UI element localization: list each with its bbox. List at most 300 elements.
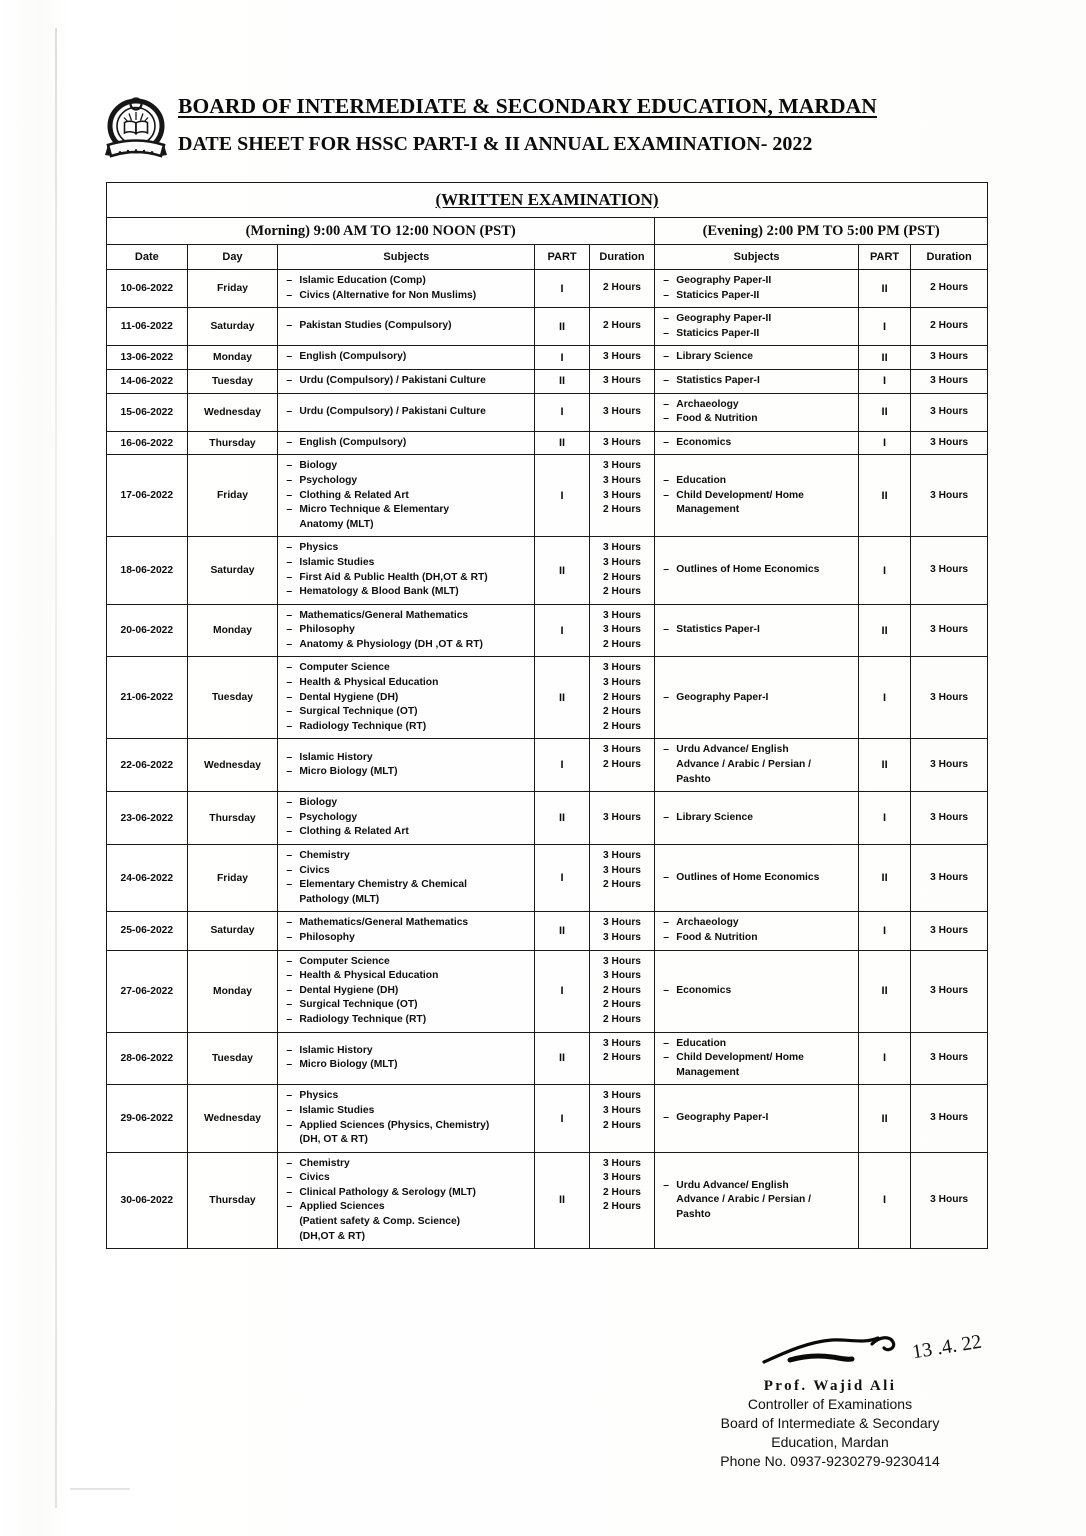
duration-value: 2 Hours — [603, 691, 641, 703]
subject-list — [663, 811, 852, 826]
subject-list — [286, 350, 528, 365]
subject-item: – Civics — [286, 864, 528, 879]
cell-day: Monday — [187, 604, 278, 657]
morning-session-header: (Morning) 9:00 AM TO 12:00 NOON (PST) — [107, 218, 655, 245]
cell-part-morning: I — [535, 393, 589, 431]
table-row — [107, 369, 988, 393]
cell-day: Thursday — [187, 1152, 278, 1249]
duration-stack — [911, 315, 987, 338]
duration-stack — [911, 432, 987, 455]
subject-item-continuation: Pashto — [676, 773, 711, 785]
duration-value: 3 Hours — [603, 436, 641, 448]
cell-part-morning: II — [535, 431, 589, 455]
subject-item-continuation: (DH, OT & RT) — [299, 1134, 368, 1146]
subject-list — [286, 849, 528, 907]
duration-stack — [590, 432, 655, 455]
cell-part-evening: I — [858, 657, 910, 739]
cell-part-morning: I — [535, 845, 589, 912]
subject-list — [286, 1157, 528, 1245]
cell-date: 11-06-2022 — [107, 308, 188, 346]
cell-subjects-evening — [655, 739, 859, 792]
subject-item: – Islamic Education (Comp) — [286, 274, 528, 289]
table-row — [107, 270, 988, 308]
subject-item: – Islamic History — [286, 1044, 528, 1059]
cell-subjects-evening — [655, 950, 859, 1032]
duration-stack — [590, 912, 655, 949]
cell-date: 23-06-2022 — [107, 792, 188, 845]
duration-value: 2 Hours — [603, 1186, 641, 1198]
datesheet-table-container — [106, 182, 988, 1249]
cell-duration-evening — [911, 270, 988, 308]
cell-duration-evening — [911, 431, 988, 455]
session-row — [107, 218, 988, 245]
subject-item: – Food & Nutrition — [663, 412, 852, 427]
duration-value: 3 Hours — [603, 677, 641, 689]
subject-list — [663, 984, 852, 999]
duration-stack — [590, 951, 655, 1032]
duration-value: 3 Hours — [603, 624, 641, 636]
table-row — [107, 308, 988, 346]
duration-value: 3 Hours — [930, 1112, 969, 1124]
duration-stack — [590, 1033, 655, 1070]
subject-item: – Applied Sciences (Physics, Chemistry) (DH, OT & RT) — [286, 1119, 528, 1148]
cell-duration-morning — [589, 346, 655, 370]
duration-stack — [911, 867, 987, 890]
duration-value: 2 Hours — [603, 1201, 641, 1213]
duration-value: 3 Hours — [930, 691, 969, 703]
subject-list — [663, 374, 852, 389]
cell-day: Saturday — [187, 537, 278, 604]
subject-list — [663, 563, 852, 578]
table-row — [107, 739, 988, 792]
subject-item: – Chemistry — [286, 1157, 528, 1172]
duration-stack — [911, 485, 987, 508]
duration-stack — [590, 1085, 655, 1137]
cell-subjects-morning — [278, 657, 535, 739]
cell-part-morning: I — [535, 455, 589, 537]
cell-duration-evening — [911, 1032, 988, 1085]
subject-item: – Micro Biology (MLT) — [286, 1058, 528, 1073]
cell-part-evening: I — [858, 308, 910, 346]
col-subjects-evening: Subjects — [655, 245, 859, 270]
cell-duration-evening — [911, 393, 988, 431]
duration-stack — [911, 687, 987, 710]
duration-value: 3 Hours — [930, 871, 969, 883]
cell-date: 17-06-2022 — [107, 455, 188, 537]
subject-list — [286, 405, 528, 420]
duration-stack — [911, 1107, 987, 1130]
cell-part-evening: I — [858, 369, 910, 393]
cell-part-morning: II — [535, 1152, 589, 1249]
col-duration-morning: Duration — [589, 245, 655, 270]
duration-stack — [911, 980, 987, 1003]
duration-stack — [590, 605, 655, 657]
duration-value: 3 Hours — [930, 564, 969, 576]
subject-list — [286, 1089, 528, 1147]
cell-duration-evening — [911, 845, 988, 912]
subject-list — [663, 398, 852, 427]
cell-subjects-morning — [278, 393, 535, 431]
subject-item: – Micro Technique & Elementary Anatomy (MLT) — [286, 503, 528, 532]
duration-value: 3 Hours — [603, 474, 641, 486]
duration-stack — [911, 1189, 987, 1212]
cell-part-morning: II — [535, 369, 589, 393]
duration-stack — [590, 277, 655, 300]
cell-subjects-morning — [278, 950, 535, 1032]
duration-stack — [911, 277, 987, 300]
col-subjects-morning: Subjects — [278, 245, 535, 270]
cell-part-evening: II — [858, 393, 910, 431]
subject-item: – Urdu Advance/ English Advance / Arabic / Persian / Pashto — [663, 743, 852, 787]
cell-subjects-evening — [655, 912, 859, 950]
subject-list — [663, 474, 852, 518]
subject-item: – Micro Biology (MLT) — [286, 765, 528, 780]
subject-item: – Urdu Advance/ English Advance / Arabic / Persian / Pashto — [663, 1179, 852, 1223]
duration-stack — [590, 807, 655, 830]
subject-list — [663, 871, 852, 886]
subject-item: – Geography Paper-II — [663, 274, 852, 289]
cell-day: Wednesday — [187, 739, 278, 792]
cell-part-morning: II — [535, 792, 589, 845]
subject-list — [286, 541, 528, 599]
subject-item: – Statistics Paper-I — [663, 623, 852, 638]
subject-item: – Health & Physical Education — [286, 969, 528, 984]
subject-item: – Statistics Paper-I — [663, 374, 852, 389]
duration-value: 2 Hours — [603, 504, 641, 516]
subject-list — [286, 796, 528, 840]
cell-date: 14-06-2022 — [107, 369, 188, 393]
cell-subjects-morning — [278, 1085, 535, 1152]
cell-duration-morning — [589, 393, 655, 431]
cell-subjects-morning — [278, 308, 535, 346]
duration-value: 3 Hours — [603, 556, 641, 568]
cell-part-evening: II — [858, 950, 910, 1032]
subject-item: – Mathematics/General Mathematics — [286, 609, 528, 624]
cell-day: Monday — [187, 950, 278, 1032]
subject-item: – Physics — [286, 1089, 528, 1104]
cell-subjects-evening — [655, 308, 859, 346]
cell-duration-evening — [911, 1152, 988, 1249]
subject-list — [286, 751, 528, 780]
signatory-designation: Controller of Examinations — [747, 1396, 913, 1412]
cell-day: Saturday — [187, 308, 278, 346]
duration-value: 2 Hours — [930, 320, 969, 332]
cell-subjects-morning — [278, 1032, 535, 1085]
subject-item: – Biology — [286, 796, 528, 811]
cell-day: Thursday — [187, 431, 278, 455]
evening-session-header: (Evening) 2:00 PM TO 5:00 PM (PST) — [655, 218, 988, 245]
subject-item: – Geography Paper-I — [663, 1111, 852, 1126]
subject-item: – Staticics Paper-II — [663, 327, 852, 342]
duration-value: 2 Hours — [603, 984, 641, 996]
cell-subjects-morning — [278, 455, 535, 537]
cell-day: Friday — [187, 845, 278, 912]
board-name-line1: Board of Intermediate & Secondary — [720, 1415, 940, 1431]
table-row — [107, 912, 988, 950]
table-row — [107, 657, 988, 739]
page-title: DATE SHEET FOR HSSC PART-I & II ANNUAL EXAMINATION- 2022 — [178, 133, 813, 155]
subject-list — [663, 916, 852, 945]
cell-duration-morning — [589, 455, 655, 537]
duration-stack — [590, 315, 655, 338]
subject-item: – English (Compulsory) — [286, 350, 528, 365]
cell-part-morning: II — [535, 1032, 589, 1085]
table-row — [107, 604, 988, 657]
duration-stack — [590, 401, 655, 424]
cell-day: Friday — [187, 455, 278, 537]
duration-stack — [590, 455, 655, 521]
subject-item-continuation: Pashto — [676, 1208, 711, 1220]
cell-subjects-evening — [655, 1032, 859, 1085]
subject-item: – Outlines of Home Economics — [663, 563, 852, 578]
cell-part-morning: I — [535, 346, 589, 370]
cell-duration-evening — [911, 455, 988, 537]
cell-duration-morning — [589, 792, 655, 845]
cell-part-morning: I — [535, 950, 589, 1032]
subject-item: – Mathematics/General Mathematics — [286, 916, 528, 931]
cell-duration-morning — [589, 1085, 655, 1152]
subject-item: – Psychology — [286, 474, 528, 489]
duration-value: 2 Hours — [603, 999, 641, 1011]
subject-item: – Urdu (Compulsory) / Pakistani Culture — [286, 405, 528, 420]
cell-subjects-morning — [278, 845, 535, 912]
subject-list — [663, 1111, 852, 1126]
cell-part-evening: II — [858, 455, 910, 537]
subject-item: – Dental Hygiene (DH) — [286, 984, 528, 999]
subject-item: – Health & Physical Education — [286, 676, 528, 691]
duration-value: 3 Hours — [603, 489, 641, 501]
subject-item: – First Aid & Public Health (DH,OT & RT) — [286, 571, 528, 586]
cell-subjects-evening — [655, 657, 859, 739]
board-name-line2: Education, Mardan — [771, 1434, 889, 1450]
subject-item: – Pakistan Studies (Compulsory) — [286, 319, 528, 334]
subject-list — [286, 374, 528, 389]
cell-part-evening: II — [858, 270, 910, 308]
subject-item: – Surgical Technique (OT) — [286, 998, 528, 1013]
col-part-evening: PART — [858, 245, 910, 270]
duration-value: 3 Hours — [603, 864, 641, 876]
subject-item: – Library Science — [663, 811, 852, 826]
cell-duration-morning — [589, 431, 655, 455]
duration-stack — [911, 754, 987, 777]
cell-duration-evening — [911, 950, 988, 1032]
table-row — [107, 393, 988, 431]
col-duration-evening: Duration — [911, 245, 988, 270]
cell-duration-evening — [911, 346, 988, 370]
cell-duration-evening — [911, 604, 988, 657]
cell-duration-evening — [911, 912, 988, 950]
duration-value: 3 Hours — [603, 1090, 641, 1102]
cell-date: 20-06-2022 — [107, 604, 188, 657]
subject-list — [663, 1179, 852, 1223]
cell-day: Thursday — [187, 792, 278, 845]
cell-part-morning: II — [535, 537, 589, 604]
subject-item-continuation: Management — [676, 1066, 740, 1078]
cell-date: 18-06-2022 — [107, 537, 188, 604]
cell-part-morning: I — [535, 604, 589, 657]
cell-duration-morning — [589, 1032, 655, 1085]
subject-list — [286, 459, 528, 532]
cell-date: 22-06-2022 — [107, 739, 188, 792]
duration-stack — [911, 920, 987, 943]
datesheet-rows — [107, 270, 988, 1249]
subject-item: – Staticics Paper-II — [663, 289, 852, 304]
cell-day: Wednesday — [187, 393, 278, 431]
duration-value: 2 Hours — [603, 759, 641, 771]
cell-date: 16-06-2022 — [107, 431, 188, 455]
duration-stack — [590, 1153, 655, 1219]
subject-item: – Islamic History — [286, 751, 528, 766]
duration-value: 3 Hours — [603, 662, 641, 674]
duration-value: 3 Hours — [930, 924, 969, 936]
subject-item: – English (Compulsory) — [286, 436, 528, 451]
cell-duration-evening — [911, 308, 988, 346]
subject-list — [663, 1037, 852, 1081]
subject-item: – Outlines of Home Economics — [663, 871, 852, 886]
duration-stack — [590, 537, 655, 603]
subject-item: – Radiology Technique (RT) — [286, 1013, 528, 1028]
cell-part-evening: I — [858, 431, 910, 455]
cell-subjects-evening — [655, 393, 859, 431]
duration-value: 2 Hours — [603, 282, 641, 294]
cell-duration-evening — [911, 369, 988, 393]
cell-subjects-evening — [655, 537, 859, 604]
duration-stack — [590, 346, 655, 369]
duration-stack — [911, 619, 987, 642]
cell-part-evening: II — [858, 604, 910, 657]
duration-stack — [911, 1047, 987, 1070]
scan-artifact-mark — [70, 1488, 130, 1490]
table-row — [107, 346, 988, 370]
duration-stack — [590, 845, 655, 897]
subject-list — [663, 436, 852, 451]
duration-stack — [911, 401, 987, 424]
table-row — [107, 537, 988, 604]
cell-day: Friday — [187, 270, 278, 308]
cell-subjects-morning — [278, 912, 535, 950]
cell-part-morning: I — [535, 1085, 589, 1152]
duration-value: 3 Hours — [603, 374, 641, 386]
subject-item: – Surgical Technique (OT) — [286, 705, 528, 720]
subject-item-continuation: Pathology (MLT) — [299, 893, 380, 905]
duration-value: 3 Hours — [930, 984, 969, 996]
scan-artifact-line — [55, 28, 57, 1508]
contact-phone: Phone No. 0937-9230279-9230414 — [720, 1453, 940, 1469]
table-row — [107, 1085, 988, 1152]
document-header — [100, 92, 990, 182]
duration-value: 3 Hours — [930, 811, 969, 823]
signatory-name: Prof. Wajid Ali — [763, 1378, 897, 1394]
subject-list — [286, 274, 528, 303]
subject-item: – Philosophy — [286, 623, 528, 638]
cell-subjects-morning — [278, 270, 535, 308]
subject-list — [286, 955, 528, 1028]
subject-item: – Anatomy & Physiology (DH ,OT & RT) — [286, 638, 528, 653]
table-row — [107, 1152, 988, 1249]
duration-value: 2 Hours — [603, 706, 641, 718]
subject-list — [286, 609, 528, 653]
subject-item-continuation: Advance / Arabic / Persian / — [676, 1194, 811, 1206]
cell-subjects-evening — [655, 270, 859, 308]
duration-stack — [911, 346, 987, 369]
signature-block — [640, 1330, 1020, 1471]
cell-subjects-evening — [655, 604, 859, 657]
subject-item-continuation: Management — [676, 504, 740, 516]
cell-day: Wednesday — [187, 1085, 278, 1152]
handwritten-signature — [640, 1330, 1020, 1380]
duration-value: 3 Hours — [930, 1052, 969, 1064]
cell-subjects-evening — [655, 845, 859, 912]
subject-item: – Biology — [286, 459, 528, 474]
subject-item: – Education — [663, 1037, 852, 1052]
cell-duration-evening — [911, 792, 988, 845]
cell-subjects-morning — [278, 369, 535, 393]
table-row — [107, 1032, 988, 1085]
cell-duration-evening — [911, 537, 988, 604]
table-row — [107, 455, 988, 537]
cell-date: 29-06-2022 — [107, 1085, 188, 1152]
duration-value: 3 Hours — [930, 351, 969, 363]
table-row — [107, 950, 988, 1032]
column-header-row — [107, 245, 988, 270]
cell-part-evening: II — [858, 739, 910, 792]
duration-value: 3 Hours — [603, 460, 641, 472]
cell-part-morning: II — [535, 912, 589, 950]
cell-duration-morning — [589, 950, 655, 1032]
cell-duration-morning — [589, 912, 655, 950]
cell-date: 15-06-2022 — [107, 393, 188, 431]
subject-list — [663, 274, 852, 303]
duration-stack — [590, 657, 655, 738]
datesheet-table — [106, 182, 988, 1249]
subject-item: – Library Science — [663, 350, 852, 365]
subject-item: – Economics — [663, 436, 852, 451]
duration-value: 3 Hours — [930, 489, 969, 501]
duration-value: 2 Hours — [603, 720, 641, 732]
subject-item: – Archaeology — [663, 398, 852, 413]
subject-item: – Hematology & Blood Bank (MLT) — [286, 585, 528, 600]
cell-duration-morning — [589, 845, 655, 912]
cell-day: Saturday — [187, 912, 278, 950]
table-row — [107, 845, 988, 912]
written-examination-banner: (WRITTEN EXAMINATION) — [107, 183, 988, 218]
subject-item-continuation: Anatomy (MLT) — [299, 518, 374, 530]
cell-part-morning: II — [535, 657, 589, 739]
cell-date: 25-06-2022 — [107, 912, 188, 950]
duration-value: 3 Hours — [603, 970, 641, 982]
cell-part-morning: II — [535, 308, 589, 346]
cell-part-morning: I — [535, 739, 589, 792]
cell-subjects-morning — [278, 1152, 535, 1249]
duration-stack — [911, 370, 987, 393]
subject-item: – Philosophy — [286, 931, 528, 946]
cell-subjects-evening — [655, 1152, 859, 1249]
cell-subjects-morning — [278, 346, 535, 370]
cell-date: 30-06-2022 — [107, 1152, 188, 1249]
cell-date: 13-06-2022 — [107, 346, 188, 370]
cell-part-morning: I — [535, 270, 589, 308]
duration-stack — [911, 807, 987, 830]
duration-value: 2 Hours — [603, 571, 641, 583]
subject-item-continuation: (DH,OT & RT) — [299, 1230, 366, 1242]
cell-duration-morning — [589, 1152, 655, 1249]
signature-date: 13 .4. 22 — [910, 1330, 984, 1364]
duration-value: 2 Hours — [603, 638, 641, 650]
cell-part-evening: I — [858, 792, 910, 845]
duration-value: 2 Hours — [930, 282, 969, 294]
cell-part-evening: II — [858, 346, 910, 370]
cell-duration-morning — [589, 739, 655, 792]
